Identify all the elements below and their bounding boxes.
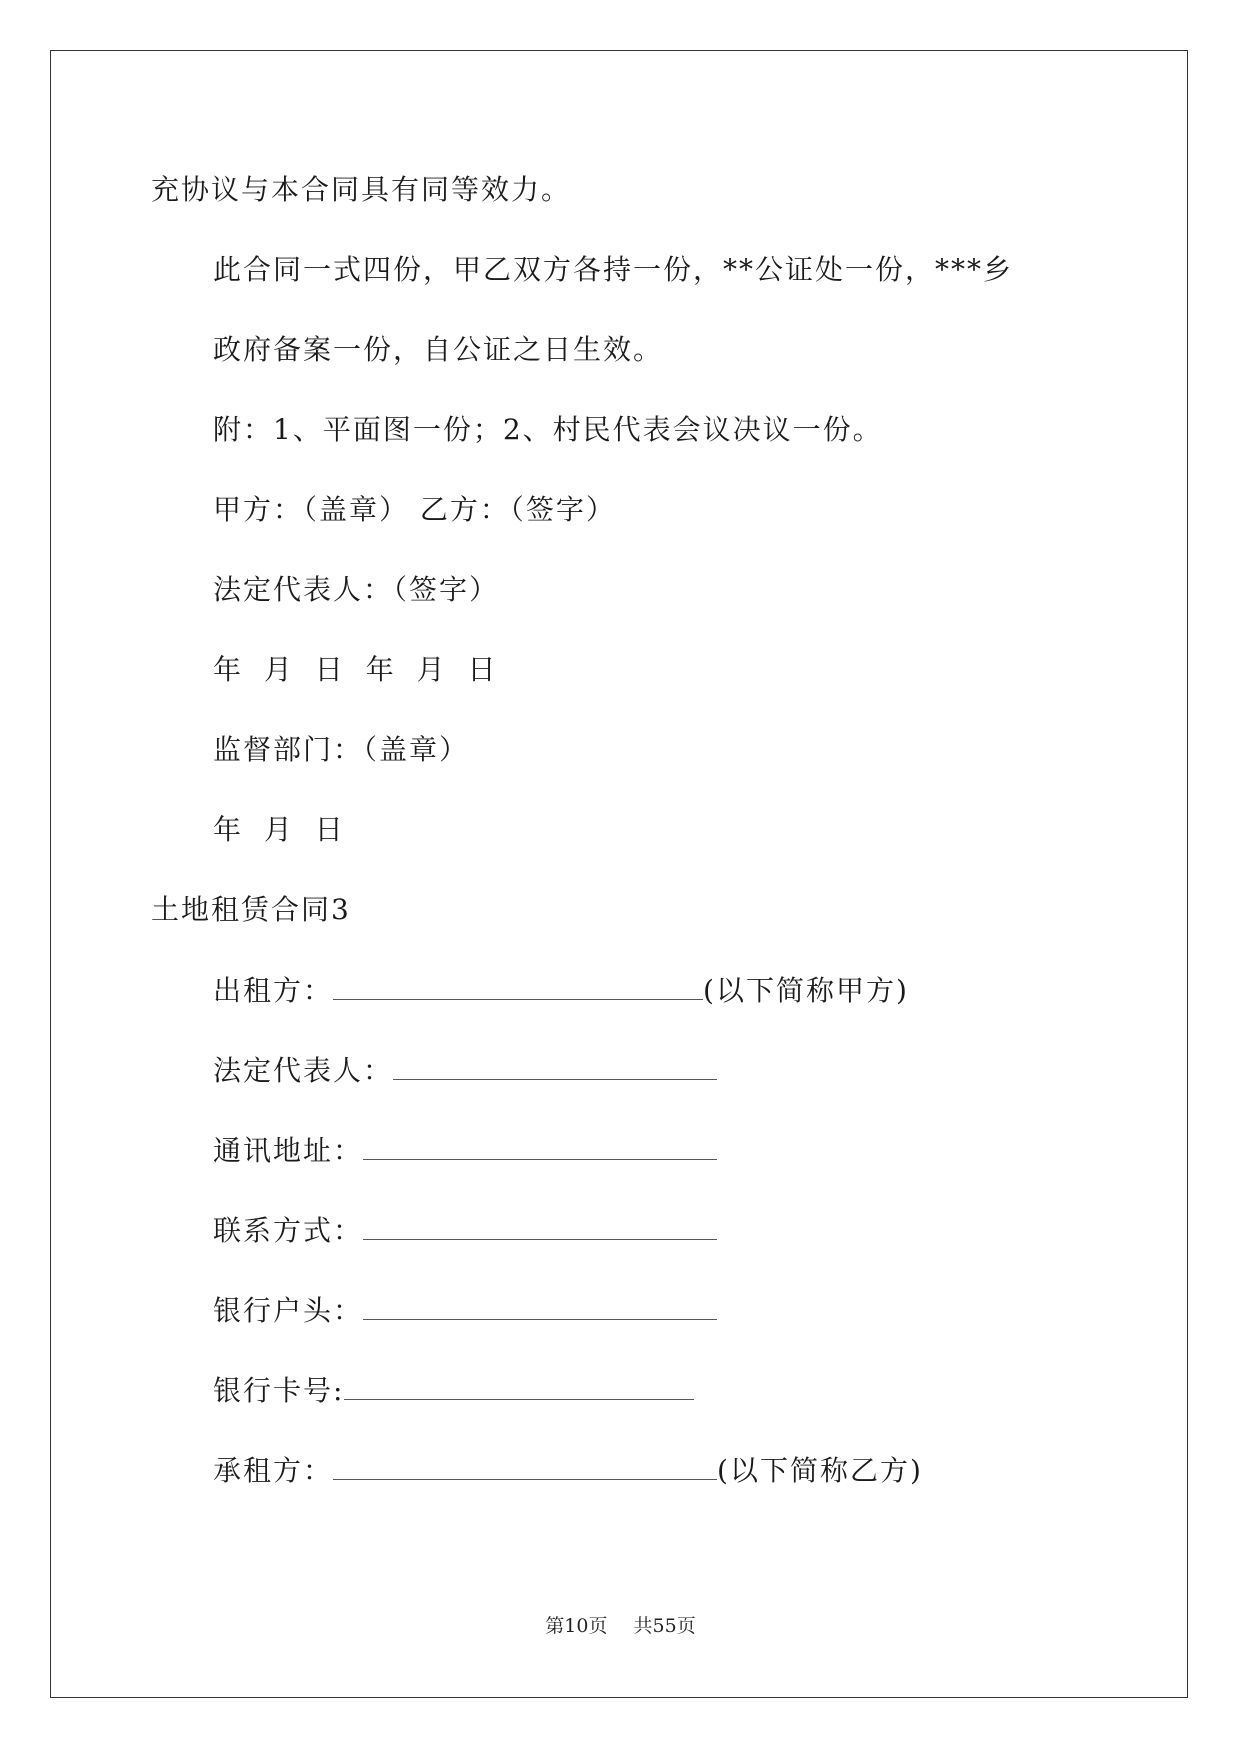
signature-parties-line: 甲方：（盖章） 乙方：（签字） (213, 493, 616, 526)
field-label: 银行卡号: (213, 1374, 345, 1407)
form-field-contact (213, 1213, 717, 1248)
text-line: 政府备案一份，自公证之日生效。 (213, 333, 664, 366)
form-field-bank-account-name (213, 1293, 717, 1328)
field-suffix: (以下简称甲方) (703, 974, 909, 1007)
form-field-lessor (213, 973, 909, 1008)
text-line: 充协议与本合同具有同等效力。 (151, 173, 572, 206)
legal-representative-line: 法定代表人：（签字） (213, 573, 500, 606)
date-line: 年 月 日 年 月 日 (213, 653, 498, 686)
page-total: 共55页 (633, 1615, 696, 1637)
text-line: 附：1、平面图一份；2、村民代表会议决议一份。 (213, 413, 883, 446)
page-number: 第10页 (545, 1615, 608, 1637)
form-field-lessee (213, 1453, 923, 1488)
fill-blank (344, 1373, 694, 1400)
field-label: 法定代表人： (213, 1054, 394, 1087)
form-field-bank-card-number (213, 1373, 694, 1408)
field-label: 承租方： (213, 1454, 334, 1487)
field-label: 联系方式： (213, 1214, 364, 1247)
field-label: 出租方： (213, 974, 334, 1007)
field-suffix: (以下简称乙方) (717, 1454, 923, 1487)
section-heading: 土地租赁合同3 (151, 893, 351, 926)
fill-blank (333, 1453, 717, 1480)
fill-blank (333, 973, 703, 1000)
field-label: 银行户头： (213, 1294, 364, 1327)
fill-blank (363, 1293, 717, 1320)
field-label: 通讯地址： (213, 1134, 364, 1167)
page-footer (0, 1614, 1241, 1638)
page-border (50, 50, 1188, 1698)
fill-blank (363, 1213, 717, 1240)
form-field-legal-representative (213, 1053, 717, 1088)
form-field-address (213, 1133, 717, 1168)
text-line: 此合同一式四份，甲乙双方各持一份，**公证处一份，***乡 (213, 253, 1014, 286)
date-line: 年 月 日 (213, 813, 345, 846)
fill-blank (363, 1133, 717, 1160)
supervisor-line: 监督部门：（盖章） (213, 733, 470, 766)
fill-blank (393, 1053, 717, 1080)
